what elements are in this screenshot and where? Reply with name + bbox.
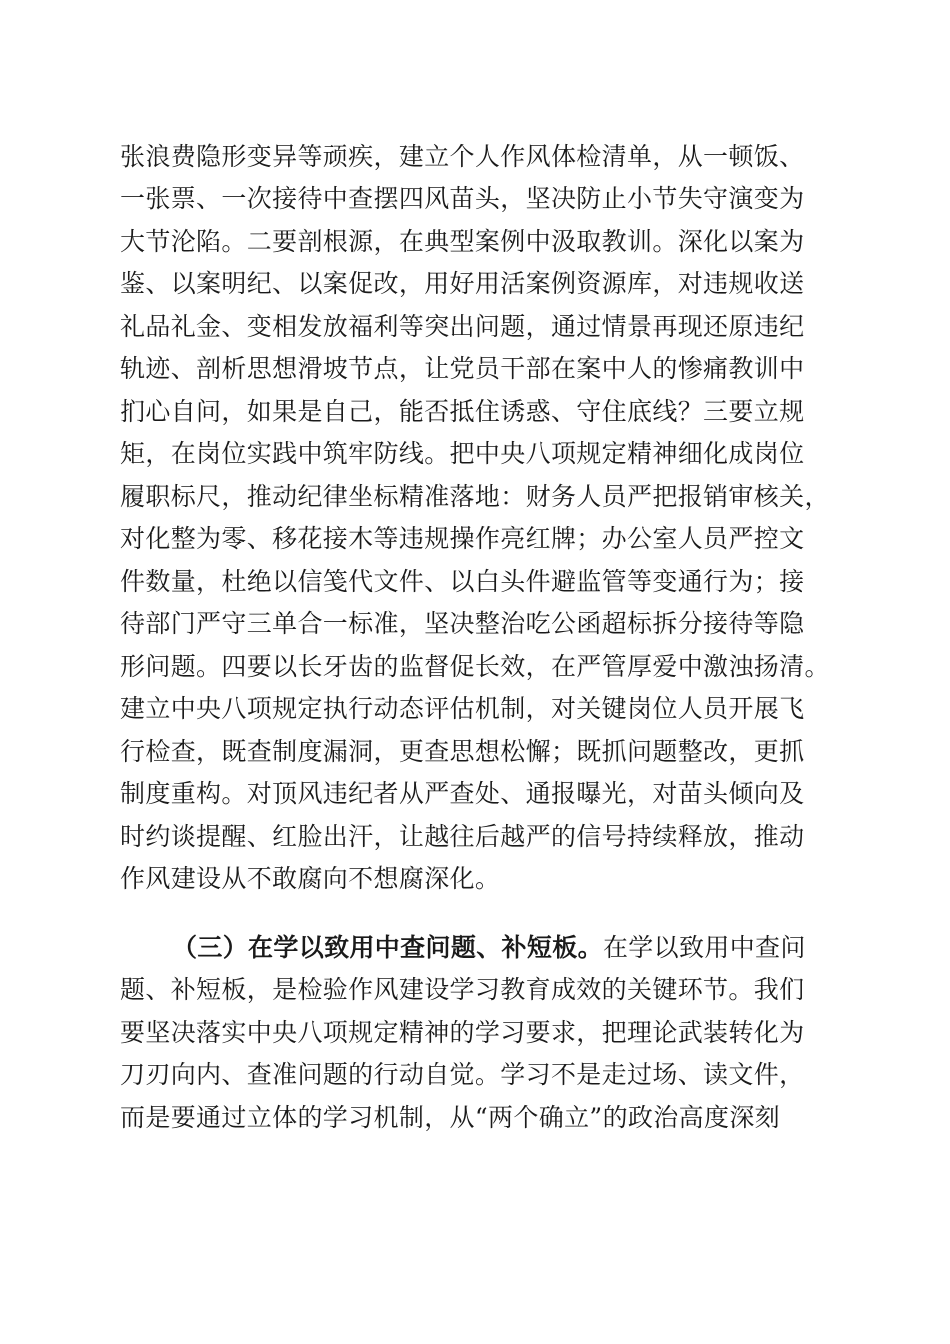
- text-line: 轨迹、剖析思想滑坡节点，让党员干部在案中人的惨痛教训中: [120, 354, 805, 383]
- text-line: 形问题。四要以长牙齿的监督促长效，在严管厚爱中激浊扬清。: [120, 652, 830, 681]
- text-line: 建立中央八项规定执行动态评估机制，对关键岗位人员开展飞: [120, 694, 805, 723]
- text-line: 对化整为零、移花接木等违规操作亮红牌；办公室人员严控文: [120, 524, 805, 553]
- text-line: 作风建设从不敢腐向不想腐深化。: [120, 864, 501, 893]
- text-line: 矩，在岗位实践中筑牢防线。把中央八项规定精神细化成岗位: [120, 439, 805, 468]
- text-line: 履职标尺，推动纪律坐标精准落地：财务人员严把报销审核关，: [120, 482, 830, 511]
- text-line: 张浪费隐形变异等顽疾，建立个人作风体检清单，从一顿饭、: [120, 142, 805, 171]
- text-line: 时约谈提醒、红脸出汗，让越往后越严的信号持续释放，推动: [120, 822, 805, 851]
- text-line: 大节沦陷。二要剖根源，在典型案例中汲取教训。深化以案为: [120, 227, 805, 256]
- text-line: 而是要通过立体的学习机制，从“两个确立”的政治高度深刻: [120, 1103, 781, 1132]
- text-line: 行检查，既查制度漏洞，更查思想松懈；既抓问题整改，更抓: [120, 737, 805, 766]
- paragraph-text: 在学以致用中查问: [602, 933, 806, 962]
- text-line: 制度重构。对顶风违纪者从严查处、通报曝光，对苗头倾向及: [120, 779, 805, 808]
- text-line: 礼品礼金、变相发放福利等突出问题，通过情景再现还原违纪: [120, 312, 805, 341]
- text-line: 刀刃向内、查准问题的行动自觉。学习不是走过场、读文件，: [120, 1060, 805, 1089]
- section-heading: （三）在学以致用中查问题、补短板。: [172, 933, 603, 962]
- section-heading-line: [172, 928, 806, 968]
- text-line: 鉴、以案明纪、以案促改，用好用活案例资源库，对违规收送: [120, 269, 805, 298]
- text-line: 题、补短板，是检验作风建设学习教育成效的关键环节。我们: [120, 975, 805, 1004]
- text-line: 扪心自问，如果是自己，能否抵住诱惑、守住底线？三要立规: [120, 397, 805, 426]
- text-line: 要坚决落实中央八项规定精神的学习要求，把理论武装转化为: [120, 1018, 805, 1047]
- text-line: 一张票、一次接待中查摆四风苗头，坚决防止小节失守演变为: [120, 184, 805, 213]
- text-line: 待部门严守三单合一标准，坚决整治吃公函超标拆分接待等隐: [120, 609, 805, 638]
- text-line: 件数量，杜绝以信笺代文件、以白头件避监管等变通行为；接: [120, 567, 805, 596]
